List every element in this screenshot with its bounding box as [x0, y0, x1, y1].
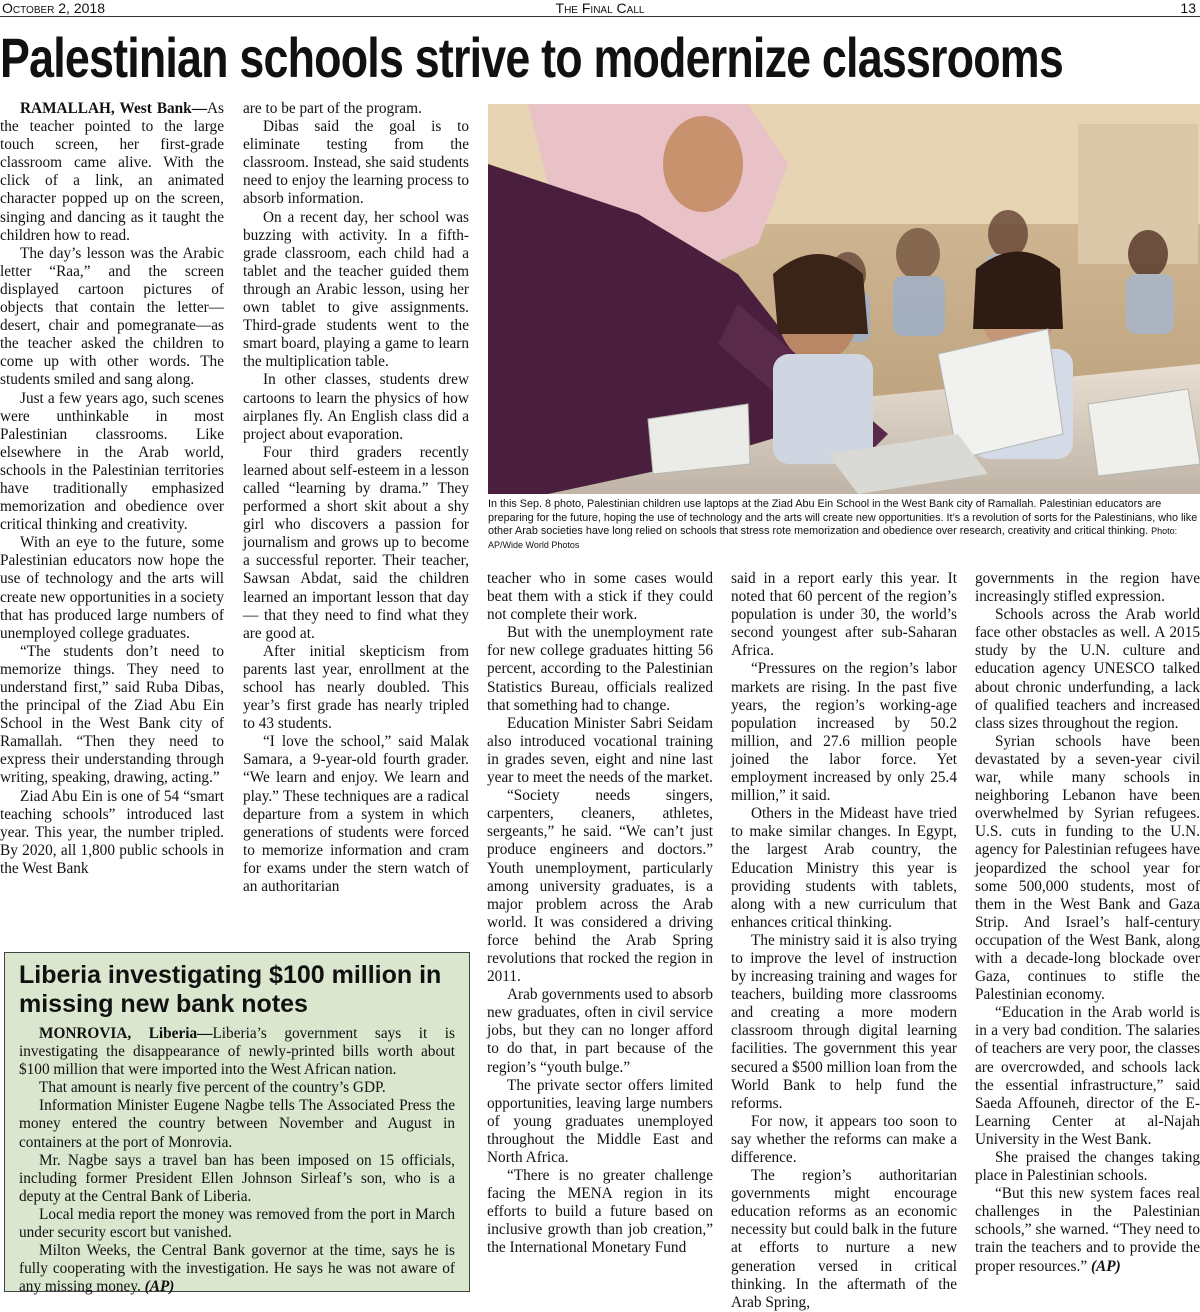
article-paragraph: said in a report early this year. It noted that 60 percent of the region’s population is under 30, the world’s second youngest after sub-Saharan Africa. — [731, 570, 957, 660]
article-paragraph: After initial skepticism from parents last year, enrollment at the school has nearly doubled. This year’s first grade has nearly tripled to 43 students. — [243, 642, 469, 733]
article-paragraph: Arab governments used to absorb new graduates, often in civil service jobs, but they can no longer afford to do that, in part because of the region’s “youth bulge.” — [487, 986, 713, 1076]
article-paragraph: Dibas said the goal is to eliminate testing from the classroom. Instead, she said students need to enjoy the learning process to absorb information. — [243, 118, 469, 208]
article-paragraph: Education Minister Sabri Seidam also introduced vocational training in grades seven, eight and nine last year to meet the needs of the market. — [487, 714, 713, 787]
article-column-1 — [0, 100, 224, 942]
article-paragraph: “But this new system faces real challenges in the Palestinian schools,” she warned. “They need to train the teachers and to provide the proper resources.” (AP) — [975, 1185, 1200, 1275]
article-column-3 — [487, 570, 713, 1296]
article-dateline: RAMALLAH, West Bank— — [20, 100, 207, 117]
article-paragraph: On a recent day, her school was buzzing with activity. In a fifth-grade classroom, each child had a tablet and the teacher guided them through an Arabic lesson, using her own tablet to give assignments. Third-grade students went to the smart board, playing a game to learn the multiplication table. — [243, 208, 469, 371]
article-column-2 — [243, 100, 469, 942]
article-paragraph: “Pressures on the region’s labor markets are rising. In the past five years, the region’s working-age population increased by 50.2 million, and 27.6 million people joined the labor force. Yet employment increased by only 25.4 million,” it said. — [731, 660, 957, 805]
sidebar-paragraph: Mr. Nagbe says a travel ban has been imposed on 15 officials, including former President Ellen Johnson Sirleaf’s son, who is a deputy at the Central Bank of Liberia. — [19, 1151, 455, 1205]
article-paragraph: Just a few years ago, such scenes were unthinkable in most Palestinian classrooms. Like elsewhere in the Arab world, schools in the Palestinian territories have traditionally emphasized memorization and obedience over critical thinking and creativity. — [0, 389, 224, 534]
sidebar-body — [19, 1025, 455, 1296]
main-headline: Palestinian schools strive to modernize classrooms — [0, 26, 1063, 89]
article-column-4 — [731, 570, 957, 1311]
photo-caption-text: In this Sep. 8 photo, Palestinian children use laptops at the Ziad Abu Ein School in the West Bank city of Ramallah. Palestinian educators are preparing for the future, hoping the use of technology and the arts will create new opportunities. It’s a revolution of sorts for the Palestinians, who like other Arab societies have long relied on schools that stress rote memorization and obedience over research, creativity and critical thinking. — [488, 498, 1198, 538]
sidebar-headline: Liberia investigating $100 million in missing new bank notes — [19, 961, 442, 1018]
article-credit: (AP) — [1090, 1257, 1121, 1275]
article-paragraph: She praised the changes taking place in Palestinian schools. — [975, 1149, 1200, 1185]
article-paragraph: But with the unemployment rate for new college graduates hitting 56 percent, according to the Palestinian Statistics Bureau, officials realized that something had to change. — [487, 624, 713, 714]
photo-caption — [488, 498, 1200, 562]
classroom-photo-illustration — [488, 104, 1200, 494]
article-paragraph: In other classes, students drew cartoons to learn the physics of how airplanes fly. An English class did a project about evaporation. — [243, 371, 469, 443]
issue-date: October 2, 2018 — [2, 0, 105, 16]
article-paragraph: “Education in the Arab world is in a very bad condition. The salaries of teachers are very poor, the classes are overcrowded, and schools lack the essential infrastructure,” said Saeda Affouneh, director of the E-Learning Center at al-Najah University in the West Bank. — [975, 1004, 1200, 1148]
article-column-5 — [975, 570, 1200, 1296]
sidebar-paragraph: Milton Weeks, the Central Bank governor at the time, says he is fully cooperating with the investigation. He says he was not aware of any missing money. (AP) — [19, 1242, 455, 1296]
sidebar-dateline: MONROVIA, Liberia— — [39, 1025, 213, 1042]
classroom-photo — [488, 104, 1200, 494]
sidebar-paragraph: Local media report the money was removed from the port in March under security escort but vanished. — [19, 1205, 455, 1242]
photo-credit: Photo: AP/Wide World Photos — [488, 526, 1178, 550]
sidebar-paragraph: Information Minister Eugene Nagbe tells The Associated Press the money entered the country between November and August in containers at the port of Monrovia. — [19, 1097, 455, 1151]
article-paragraph: Four third graders recently learned about self-esteem in a lesson called “learning by drama.” They performed a short skit about a shy girl who discovers a passion for journalism and grows up to become a successful reporter. Their teacher, Sawsan Abdat, said the children learned an important lesson that day— that they need to find what they are good at. — [243, 443, 469, 642]
article-paragraph: “There is no greater challenge facing the MENA region in its efforts to build a future based on inclusive growth than job creation,” the International Monetary Fund — [487, 1167, 713, 1257]
article-paragraph: Syrian schools have been devastated by a seven-year civil war, while many schools in neighboring Lebanon have been overwhelmed by Syrian refugees. U.S. cuts in funding to the U.N. agency for Palestinian refugees have jeopardized the school year for some 500,000 students, most of them in the West Bank and Gaza Strip. And Israel’s half-century occupation of the West Bank, along with a decade-long blockade over Gaza, continues to stifle the Palestinian economy. — [975, 732, 1200, 1004]
sidebar-credit: (AP) — [144, 1278, 175, 1296]
article-paragraph: “Society needs singers, carpenters, cleaners, athletes, sergeants,” he said. “We can’t just produce engineers and doctors.” Youth unemployment, particularly among university graduates, is a major problem across the Arab world. It was considered a driving force behind the Arab Spring revolutions that rocked the region in 2011. — [487, 787, 713, 986]
liberia-news-box — [4, 952, 470, 1296]
article-paragraph: RAMALLAH, West Bank—As the teacher pointed to the large touch screen, her first-grade classroom came alive. With the click of a link, an animated character popped up on the screen, singing and dancing as it taught the children how to read. — [0, 100, 224, 244]
sidebar-paragraph: MONROVIA, Liberia—Liberia’s government says it is investigating the disappearance of newly-printed bills worth about $100 million that were imported into the West African nation. — [19, 1025, 455, 1079]
article-paragraph: For now, it appears too soon to say whether the reforms can make a difference. — [731, 1112, 957, 1166]
article-paragraph: Others in the Mideast have tried to make similar changes. In Egypt, the largest Arab country, the Education Ministry this year is providing students with tablets, along with a new curriculum that enhances critical thinking. — [731, 805, 957, 931]
publication-name: The Final Call — [555, 0, 645, 16]
article-paragraph: The ministry said it is also trying to improve the level of instruction by increasing training and wages for teachers, building more classrooms and creating a more modern classroom through digital learning facilities. The government this year secured a $500 million loan from the World Bank to help fund the reforms. — [731, 931, 957, 1112]
article-paragraph: teacher who in some cases would beat them with a stick if they could not complete their work. — [487, 570, 713, 624]
article-paragraph: “The students don’t need to memorize things. They need to understand first,” said Ruba Dibas, the principal of the Ziad Abu Ein School in the West Bank city of Ramallah. “Then they need to express their understanding through writing, speaking, drawing, acting.” — [0, 642, 224, 787]
article-paragraph: Schools across the Arab world face other obstacles as well. A 2015 study by the U.N. culture and education agency UNESCO talked about chronic underfunding, a lack of qualified teachers and increased class sizes throughout the region. — [975, 606, 1200, 732]
page-header — [0, 0, 1200, 17]
article-paragraph: The region’s authoritarian governments might encourage education reforms as an economic necessity but could balk in the future at efforts to nurture a new generation versed in critical thinking. In the aftermath of the Arab Spring, — [731, 1167, 957, 1311]
page-number: 13 — [1180, 0, 1196, 16]
article-paragraph: “I love the school,” said Malak Samara, a 9-year-old fourth grader. “We learn and enjoy. We learn and play.” These techniques are a radical departure from a system in which generations of students were forced to memorize information and cram for exams under the stern watch of an authoritarian — [243, 733, 469, 896]
article-paragraph: governments in the region have increasingly stifled expression. — [975, 570, 1200, 606]
article-paragraph: are to be part of the program. — [243, 100, 422, 117]
article-paragraph: Ziad Abu Ein is one of 54 “smart teaching schools” introduced last year. This year, the number tripled. By 2020, all 1,800 public schools in the West Bank — [0, 787, 224, 877]
article-paragraph: With an eye to the future, some Palestinian educators now hope the use of technology and the arts will create new opportunities in a society that has produced large numbers of unemployed college graduates. — [0, 534, 224, 642]
sidebar-paragraph: That amount is nearly five percent of the country’s GDP. — [39, 1079, 386, 1097]
article-paragraph: The private sector offers limited opportunities, leaving large numbers of young graduates unemployed throughout the Middle East and North Africa. — [487, 1076, 713, 1166]
article-paragraph: The day’s lesson was the Arabic letter “Raa,” and the screen displayed cartoon pictures of objects that contain the letter—desert, chair and pomegranate—as the teacher asked the children to come up with other words. The students smiled and sang along. — [0, 244, 224, 389]
